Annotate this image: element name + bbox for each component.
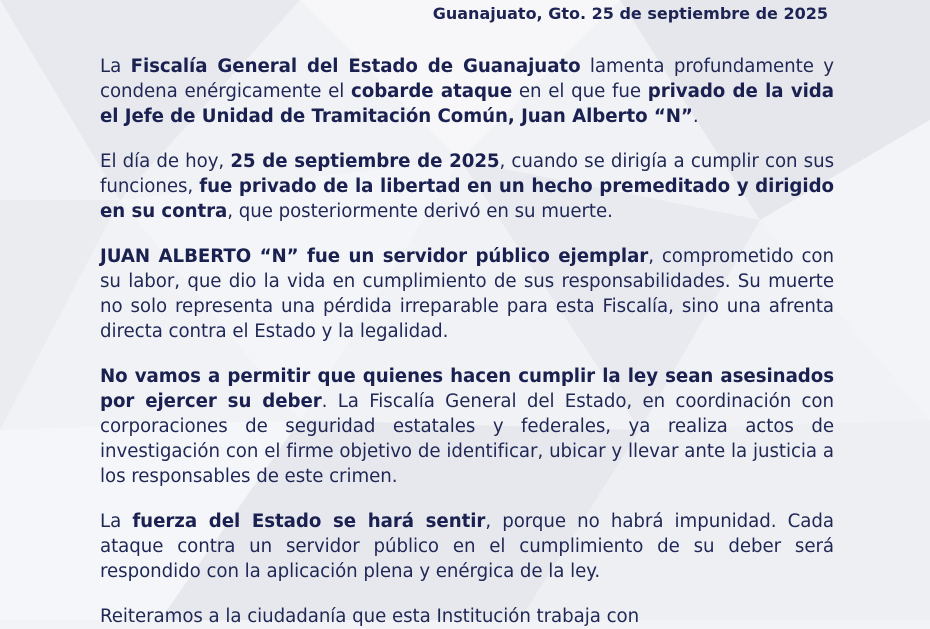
bold-text: fue privado de la libertad en un hecho premeditado y dirigido en su contra xyxy=(100,176,834,222)
paragraph xyxy=(100,604,834,629)
paragraph xyxy=(100,364,834,489)
bold-text: 25 de septiembre de 2025 xyxy=(230,151,500,172)
bold-text: No vamos a permitir que quienes hacen cumplir la ley sean asesinados por ejercer su deber xyxy=(100,366,834,412)
bold-text: privado de la vida el Jefe de Unidad de Tramitación Común, Juan Alberto “N” xyxy=(100,81,834,127)
text: La xyxy=(100,56,131,77)
text: , que posteriormente derivó en su muerte. xyxy=(227,201,613,222)
text: El día de hoy, xyxy=(100,151,231,172)
statement-body xyxy=(100,54,834,629)
text: . xyxy=(692,106,699,127)
text: , comprometido con su labor, que dio la vida en cumplimiento de sus responsabilidades. Su muerte no solo representa una pérdida irreparable para esta Fiscalía, sino una afrenta directa contra el Estado y la legalidad. xyxy=(100,246,834,342)
text: La xyxy=(100,511,133,532)
dateline: Guanajuato, Gto. 25 de septiembre de 2025 xyxy=(432,4,828,23)
text: lamenta profundamente y condena enérgicamente el xyxy=(100,56,834,102)
text: Reiteramos a la ciudadanía que esta Institución trabaja con xyxy=(100,606,640,627)
text: , porque no habrá impunidad. Cada ataque contra un servidor público en el cumplimiento de su deber será respondido con la aplicación plena y enérgica de la ley. xyxy=(100,511,834,582)
bold-text: Fiscalía General del Estado de Guanajuato xyxy=(130,56,581,77)
bold-text: fuerza del Estado se hará sentir xyxy=(132,511,486,532)
bold-text: JUAN ALBERTO “N” fue un servidor público ejemplar xyxy=(100,246,649,267)
text: en el que fue xyxy=(512,81,648,102)
paragraph xyxy=(100,149,834,224)
paragraph xyxy=(100,509,834,584)
text: , cuando se dirigía a cumplir con sus funciones, xyxy=(100,151,834,197)
paragraph xyxy=(100,244,834,344)
bold-text: cobarde ataque xyxy=(351,81,513,102)
paragraph xyxy=(100,54,834,129)
text: . La Fiscalía General del Estado, en coordinación con corporaciones de seguridad estatales y federales, ya realiza actos de investigación con el firme objetivo de identificar, ubicar y llevar ante la justicia a los responsables de este crimen. xyxy=(100,391,834,487)
